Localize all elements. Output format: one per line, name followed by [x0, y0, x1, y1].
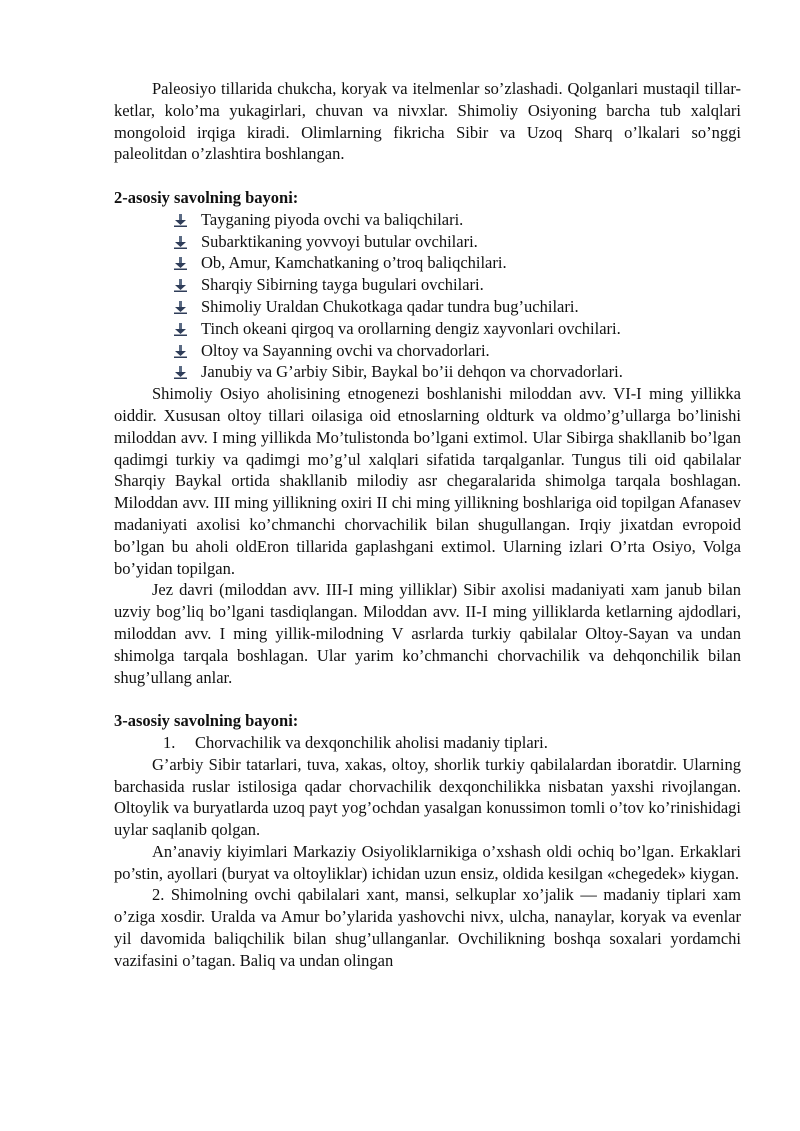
- body-paragraph: Jez davri (miloddan avv. III-I ming yilliklar) Sibir axolisi madaniyati xam janub bilan uzviy bog’liq bo’lgani tasdiqlangan. Miloddan avv. II-I ming yilliklarda ketlarning ajdodlari, miloddan avv. I ming yillik-milodning V asrlarda turkiy qabilalar Oltoy-Sayan va undan shimolga tarqala boshlagan. Ular yarim ko’chmanchi chorvachilik va dehqonchilik bilan shug’ullang anlar.: [114, 580, 741, 687]
- intro-paragraph: Paleosiyo tillarida chukcha, koryak va itelmenlar so’zlashadi. Qolganlari mustaqil tillar-ketlar, kolo’ma yukagirlari, chuvan va nivxlar. Shimoliy Osiyoning barcha tub xalqlari mongoloid irqiga kiradi. Olimlarning fikricha Sibir va Uzoq Sharq o’lkalari so’nggi paleolitdan o’zlashtira boshlangan.: [114, 79, 741, 164]
- numbered-list-item: [114, 732, 741, 754]
- down-arrow-bullet-icon: [174, 279, 187, 292]
- list-item-text: Chorvachilik va dexqonchilik aholisi madaniy tiplari.: [195, 732, 548, 752]
- bullet-item: Subarktikaning yovvoyi butular ovchilari.: [201, 231, 741, 253]
- spacer: [114, 688, 741, 710]
- bullet-item: Tayganing piyoda ovchi va baliqchilari.: [201, 209, 741, 231]
- down-arrow-bullet-icon: [174, 236, 187, 249]
- bullet-item: Shimoliy Uraldan Chukotkaga qadar tundra bug’uchilari.: [201, 296, 741, 318]
- spacer: [114, 165, 741, 187]
- section-3-heading: 3-asosiy savolning bayoni:: [114, 711, 299, 731]
- body-paragraph: An’anaviy kiyimlari Markaziy Osiyoliklarnikiga o’xshash oldi ochiq bo’lgan. Erkaklari po’stin, ayollari (buryat va oltoyliklar) ichidan uzun ensiz, oldida kesilgan «chegedek» kiygan.: [114, 841, 741, 883]
- document-body: [114, 78, 741, 972]
- list-number: 1.: [163, 732, 176, 752]
- body-paragraph: 2. Shimolning ovchi qabilalari xant, mansi, selkuplar xo’jalik — madaniy tiplari xam o’ziga xosdir. Uralda va Amur bo’ylarida yashovchi nivx, ulcha, nanaylar, koryak va evenlar yil davomida baliqchilik bilan shug’ullanganlar. Ovchilikning boshqa soxalari yordamchi vazifasini o’tagan. Baliq va undan olingan: [114, 885, 741, 970]
- down-arrow-bullet-icon: [174, 257, 187, 270]
- bullet-item: Janubiy va G’arbiy Sibir, Baykal bo’ii dehqon va chorvadorlari.: [201, 361, 741, 383]
- down-arrow-bullet-icon: [174, 366, 187, 379]
- down-arrow-bullet-icon: [174, 345, 187, 358]
- down-arrow-bullet-icon: [174, 323, 187, 336]
- bullet-item: Oltoy va Sayanning ovchi va chorvadorlari.: [201, 340, 741, 362]
- down-arrow-bullet-icon: [174, 301, 187, 314]
- section-2-heading: 2-asosiy savolning bayoni:: [114, 187, 299, 207]
- body-paragraph: G’arbiy Sibir tatarlari, tuva, xakas, oltoy, shorlik turkiy qabilalardan iboratdir. Ularning barchasida ruslar istilosiga qadar chorvachilik dexqonchilikka nisbatan yaxshi rivojlangan. Oltoylik va buryatlarda uzoq payt yog’ochdan yasalgan konussimon tomli o’tov ko’rinishidagi uylar saqlanib qolgan.: [114, 754, 741, 840]
- section-2-bullet-list: [114, 209, 741, 383]
- bullet-item: Ob, Amur, Kamchatkaning o’troq baliqchilari.: [201, 252, 741, 274]
- bullet-item: Sharqiy Sibirning tayga bugulari ovchilari.: [201, 274, 741, 296]
- body-paragraph: Shimoliy Osiyo aholisining etnogenezi boshlanishi miloddan avv. VI-I ming yillikka oiddir. Xususan oltoy tillari oilasiga oid etnoslarning oldturk va oldmo’g’ullarga bo’linishi miloddan avv. I ming yillikda Mo’tulistonda bo’lgani extimol. Ular Sibirga shakllanib bo’lgan qadimgi turkiy va qadimgi mo’g’ul xalqlari sifatida tarqalganlar. Tungus tili oid qabilalar Sharqiy Baykal ortida shakllanib milodiy asr chegaralarida shimolga tarqala boshlagan. Miloddan avv. III ming yillikning oxiri II chi ming yillikning boshlariga oid topilgan Afanasev madaniyati axolisi ko’chmanchi chorvachilik bilan shugullangan. Irqiy jixatdan evropoid bo’lgan bu aholi oldEron tillarida gaplashgani extimol. Ularning izlari O’rta Osiyo, Volga bo’yidan topilgan.: [114, 384, 741, 578]
- bullet-item: Tinch okeani qirgoq va orollarning dengiz xayvonlari ovchilari.: [201, 318, 741, 340]
- down-arrow-bullet-icon: [174, 214, 187, 227]
